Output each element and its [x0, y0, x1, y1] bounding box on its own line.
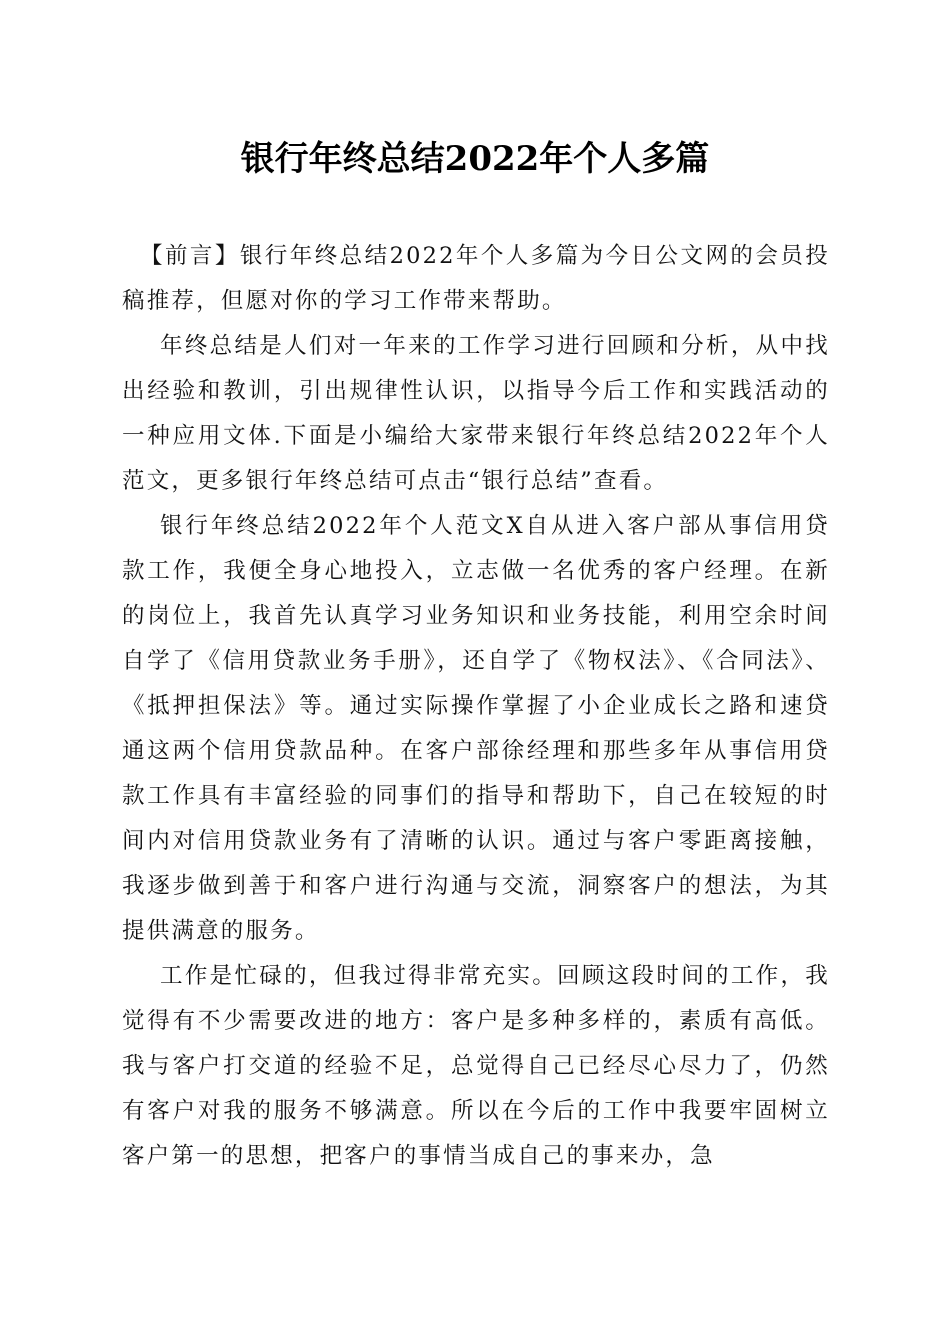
paragraph-intro: 年终总结是人们对一年来的工作学习进行回顾和分析，从中找出经验和教训，引出规律性认识，以指导今后工作和实践活动的一种应用文体.下面是小编给大家带来银行年终总结2022年个人范文，更多银行年终总结可点击“银行总结”查看。 — [122, 333, 830, 494]
paragraph-preface: 【前言】银行年终总结2022年个人多篇为今日公文网的会员投稿推荐，但愿对你的学习工作带来帮助。 — [122, 243, 830, 314]
paragraph-sample-essay: 银行年终总结2022年个人范文X自从进入客户部从事信用贷款工作，我便全身心地投入，立志做一名优秀的客户经理。在新的岗位上，我首先认真学习业务知识和业务技能，利用空余时间自学了《信用贷款业务手册》，还自学了《物权法》、《合同法》、《抵押担保法》等。通过实际操作掌握了小企业成长之路和速贷通这两个信用贷款品种。在客户部徐经理和那些多年从事信用贷款工作具有丰富经验的同事们的指导和帮助下，自己在较短的时间内对信用贷款业务有了清晰的认识。通过与客户零距离接触，我逐步做到善于和客户进行沟通与交流，洞察客户的想法，为其提供满意的服务。 — [122, 513, 830, 944]
document-body — [122, 234, 830, 1179]
document-title: 银行年终总结2022年个人多篇 — [240, 139, 710, 179]
paragraph-reflection: 工作是忙碌的，但我过得非常充实。回顾这段时间的工作，我觉得有不少需要改进的地方：客户是多种多样的，素质有高低。我与客户打交道的经验不足，总觉得自己已经尽心尽力了，仍然有客户对我的服务不够满意。所以在今后的工作中我要牢固树立客户第一的思想，把客户的事情当成自己的事来办，急 — [122, 963, 830, 1169]
